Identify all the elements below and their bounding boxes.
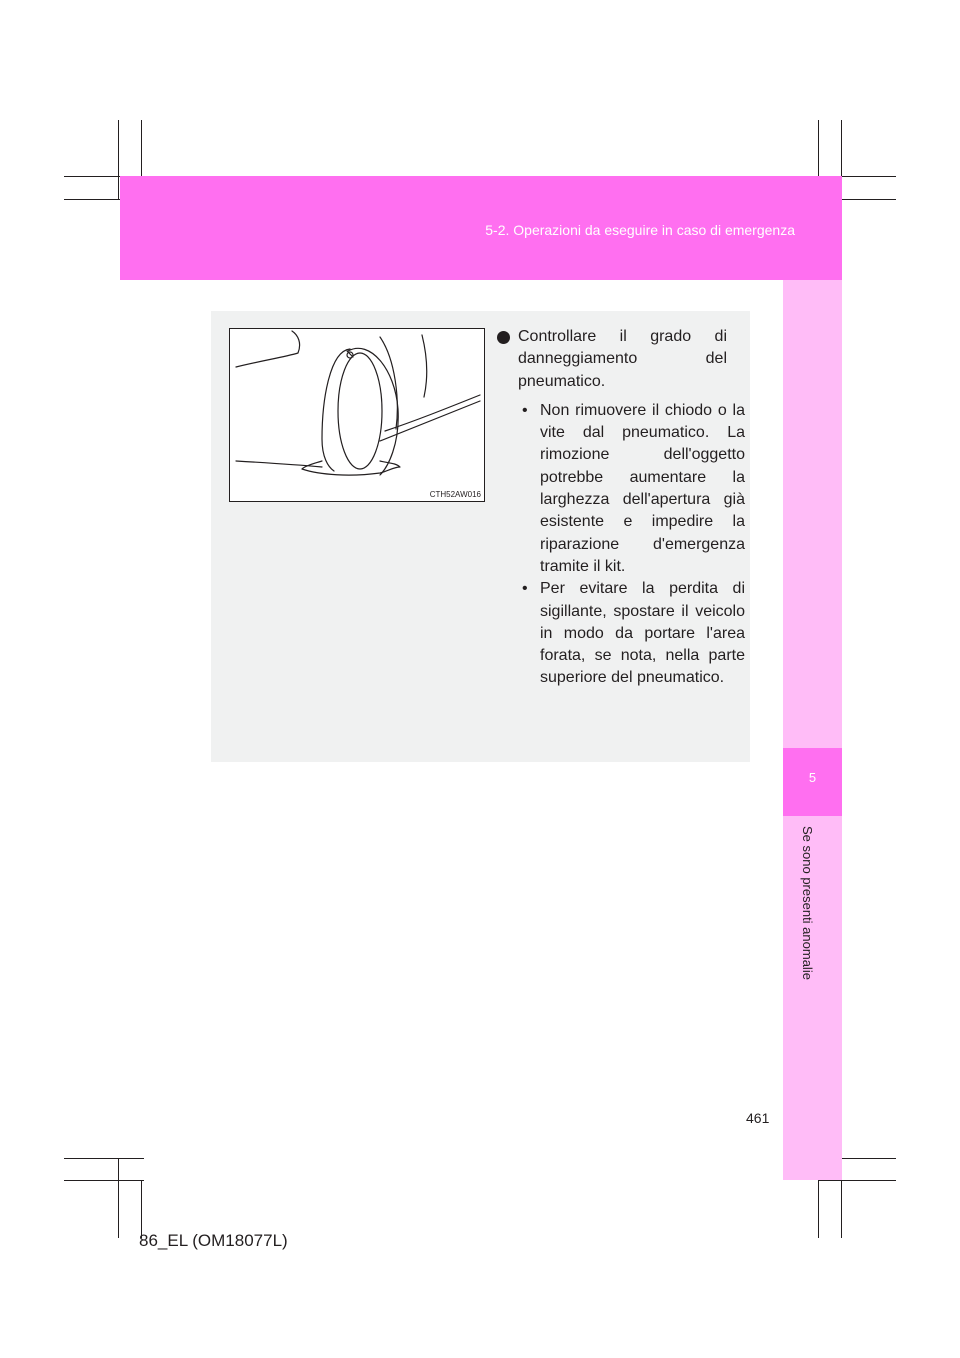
document-code: 86_EL (OM18077L)	[139, 1231, 288, 1250]
tire-illustration	[229, 328, 485, 502]
crop-mark	[818, 1180, 896, 1181]
sub-bullet-text: Non rimuovere il chiodo o la vite dal pneumatico. La rimozione dell'oggetto potrebbe aumentare la larghezza dell'apertura già esistente e impedire la riparazione d'emergenza tramite il kit.	[540, 401, 745, 575]
bullet-dot-icon	[497, 331, 510, 344]
crop-mark	[118, 120, 119, 200]
tire-drawing	[230, 329, 484, 501]
chapter-label: Se sono presenti anomalie	[800, 826, 815, 980]
main-bullet	[497, 326, 727, 393]
section-title: 5-2. Operazioni da eseguire in caso di emergenza	[485, 222, 795, 238]
sub-bullet	[497, 400, 745, 578]
figure-code: CTH52AW016	[429, 490, 481, 499]
chapter-number: 5	[808, 770, 817, 785]
bullet-marker-icon: •	[522, 401, 528, 419]
crop-mark	[818, 1180, 819, 1238]
sub-bullet-text: Per evitare la perdita di sigillante, spostare il veicolo in modo da portare l'area forata, se nota, nella parte superiore del pneumatico.	[540, 580, 745, 687]
side-band	[783, 280, 842, 1180]
sub-bullet-list	[497, 400, 745, 690]
crop-mark	[64, 1158, 144, 1159]
crop-mark	[64, 1180, 144, 1181]
main-bullet-text: Controllare il grado di danneggiamento del pneumatico.	[518, 328, 727, 390]
crop-mark	[141, 1180, 142, 1238]
crop-mark	[118, 1158, 119, 1238]
bullet-marker-icon: •	[522, 580, 528, 598]
instructions-column	[497, 326, 745, 690]
page-number: 461	[746, 1110, 770, 1126]
sub-bullet	[497, 578, 745, 689]
